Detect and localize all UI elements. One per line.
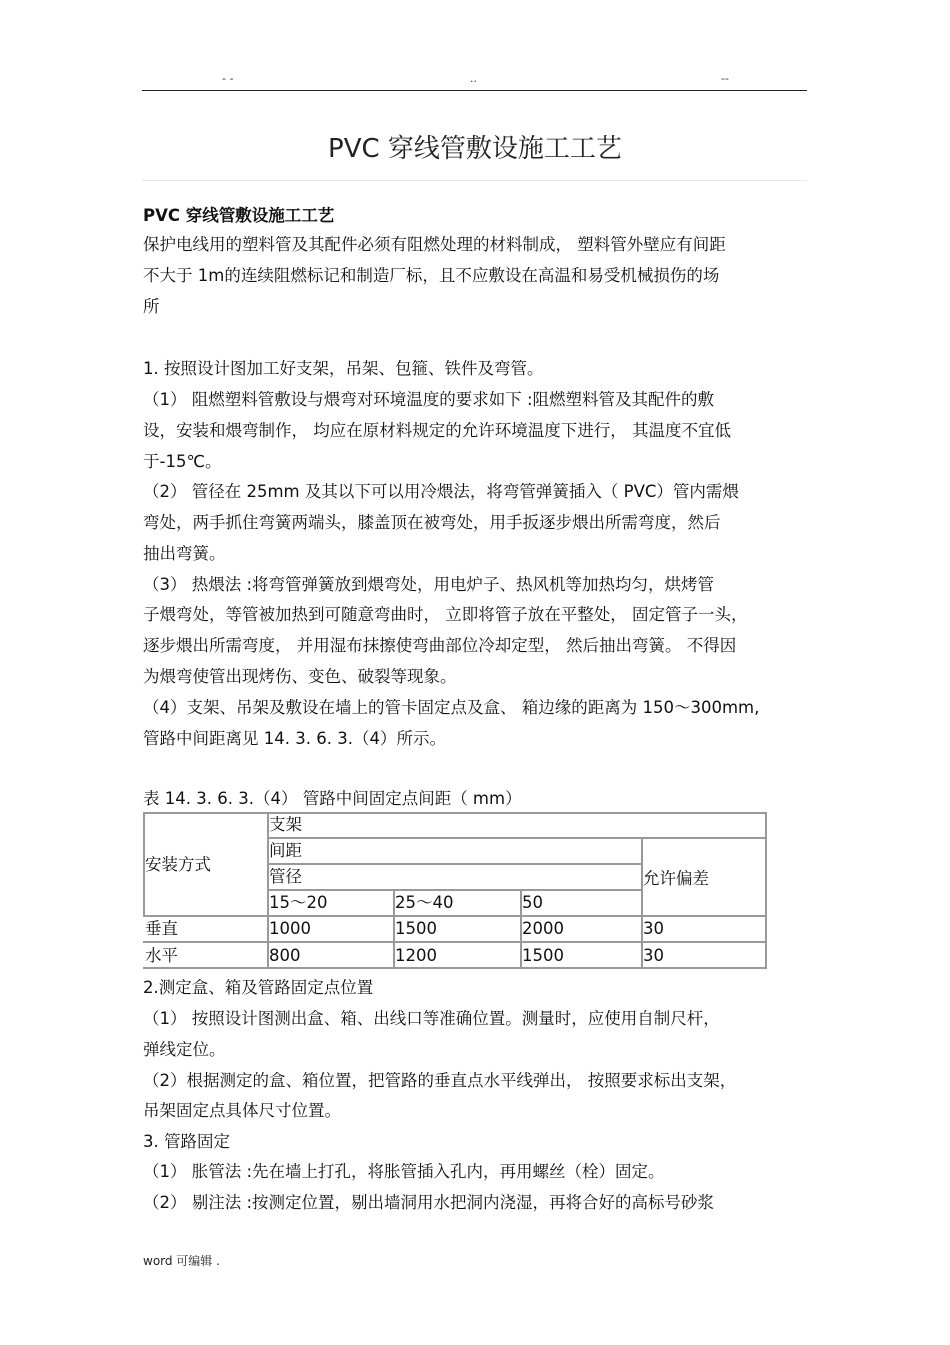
title-divider (142, 180, 807, 181)
footer-note: word 可编辑 . (143, 1254, 220, 1268)
header-diameter: 管径 (269, 867, 302, 886)
row-label: 水平 (145, 946, 178, 965)
header-rule (142, 90, 807, 91)
s1-p2-line-2: 弯处，两手抓住弯簧两端头，膝盖顶在被弯处，用手扳逐步煨出所需弯度，然后 (143, 513, 721, 532)
spacing-table (143, 812, 767, 968)
header-spacing: 间距 (269, 841, 302, 860)
table-rule (267, 812, 767, 814)
s1-p1-line-3: 于-15℃。 (143, 452, 222, 471)
s1-p3-line-3: 逐步煨出所需弯度， 并用湿布抹擦使弯曲部位冷却定型， 然后抽出弯簧。 不得因 (143, 636, 737, 655)
header-right-mark: -- (721, 72, 729, 85)
intro-line-3: 所 (143, 297, 160, 316)
s1-p2-line-3: 抽出弯簧。 (143, 544, 226, 563)
s1-p3-line-1: （3） 热煨法 :将弯管弹簧放到煨弯处，用电炉子、热风机等加热均匀，烘烤管 (143, 575, 715, 594)
s1-p1-line-2: 设，安装和煨弯制作， 均应在原材料规定的允许环境温度下进行， 其温度不宜低 (143, 421, 731, 440)
intro-line-2: 不大于 1m的连续阻燃标记和制造厂标，且不应敷设在高温和易受机械损伤的场 (143, 266, 720, 285)
section-1-heading: 1. 按照设计图加工好支架，吊架、包箍、铁件及弯管。 (143, 359, 544, 378)
subtitle: PVC 穿线管敷设施工工艺 (143, 206, 335, 225)
s1-p3-line-4: 为煨弯使管出现烤伤、变色、破裂等现象。 (143, 667, 457, 686)
header-left-mark: - - (222, 72, 234, 85)
header-center-mark: .. (470, 72, 477, 85)
row-value: 1000 (269, 919, 311, 938)
row-tolerance: 30 (643, 946, 664, 965)
s2-p1-line-1: （1） 按照设计图测出盒、箱、出线口等准确位置。测量时，应使用自制尺杆， (143, 1009, 720, 1028)
page-title: PVC 穿线管敷设施工工艺 (328, 134, 622, 164)
row-value: 1200 (395, 946, 437, 965)
intro-line-1: 保护电线用的塑料管及其配件必须有阻燃处理的材料制成， 塑料管外壁应有间距 (143, 235, 726, 254)
row-tolerance: 30 (643, 919, 664, 938)
section-2-heading: 2.测定盒、箱及管路固定点位置 (143, 978, 374, 997)
header-tolerance: 允许偏差 (643, 869, 709, 888)
s2-p2-line-1: （2）根据测定的盒、箱位置，把管路的垂直点水平线弹出， 按照要求标出支架， (143, 1071, 737, 1090)
s1-p4-line-2: 管路中间距离见 14. 3. 6. 3.（4）所示。 (143, 729, 446, 748)
s3-p1-line: （1） 胀管法 :先在墙上打孔，将胀管插入孔内，再用螺丝（栓）固定。 (143, 1162, 665, 1181)
table-rule (267, 837, 767, 839)
table-rule (267, 863, 641, 865)
s2-p1-line-2: 弹线定位。 (143, 1040, 226, 1059)
row-value: 2000 (522, 919, 564, 938)
s1-p1-line-1: （1） 阻燃塑料管敷设与煨弯对环境温度的要求如下 :阻燃塑料管及其配件的敷 (143, 390, 715, 409)
s1-p3-line-2: 子煨弯处，等管被加热到可随意弯曲时， 立即将管子放在平整处， 固定管子一头， (143, 605, 748, 624)
table-rule (143, 812, 267, 814)
section-3-heading: 3. 管路固定 (143, 1132, 230, 1151)
table-rule (765, 812, 767, 968)
s3-p2-line: （2） 剔注法 :按测定位置，剔出墙洞用水把洞内浇湿，再将合好的高标号砂浆 (143, 1193, 715, 1212)
s2-p2-line-2: 吊架固定点具体尺寸位置。 (143, 1101, 341, 1120)
table-caption: 表 14. 3. 6. 3.（4） 管路中间固定点间距（ mm） (143, 789, 522, 808)
row-value: 800 (269, 946, 301, 965)
table-rule (143, 941, 767, 943)
row-value: 1500 (522, 946, 564, 965)
table-rule (143, 915, 767, 917)
header-diameter-3: 50 (522, 893, 543, 912)
header-diameter-2: 25～40 (395, 893, 454, 912)
header-support: 支架 (269, 815, 302, 834)
row-label: 垂直 (145, 919, 178, 938)
header-install-method: 安装方式 (145, 855, 211, 874)
header-diameter-1: 15～20 (269, 893, 328, 912)
row-value: 1500 (395, 919, 437, 938)
s1-p4-line-1: （4）支架、吊架及敷设在墙上的管卡固定点及盒、 箱边缘的距离为 150～300mm, (143, 698, 760, 717)
table-rule (143, 967, 767, 969)
s1-p2-line-1: （2） 管径在 25mm 及其以下可以用冷煨法，将弯管弹簧插入（ PVC）管内需煨 (143, 482, 739, 501)
